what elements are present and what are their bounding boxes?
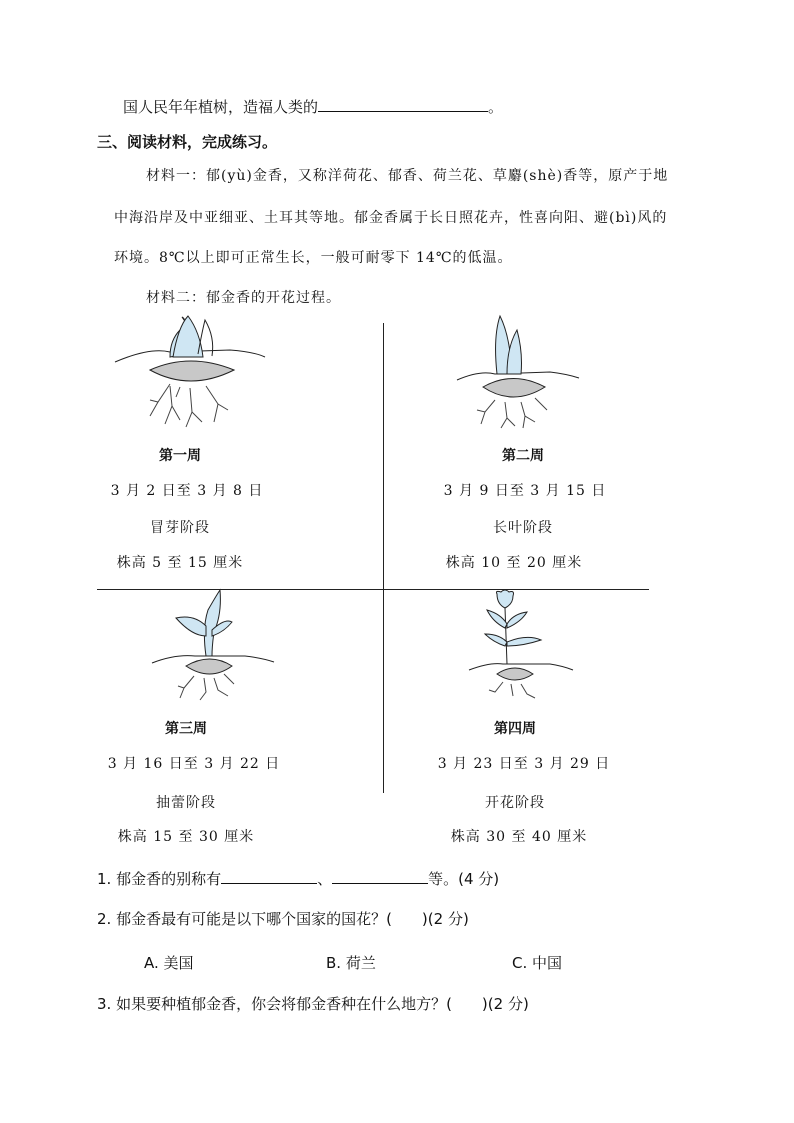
stage3-bud-illustration <box>150 588 280 703</box>
q1-separator: 、 <box>317 870 333 888</box>
material1-line2: 中海沿岸及中亚细亚、土耳其等地。郁金香属于长日照花卉，性喜向阳、避(bì)风的 <box>114 210 668 226</box>
stage1-week: 第一周 <box>159 448 201 464</box>
stage3-phase: 抽蕾阶段 <box>156 795 216 811</box>
question-3: 3. 如果要种植郁金香，你会将郁金香种在什么地方？( )(2 分) <box>97 995 529 1013</box>
stage4-phase: 开花阶段 <box>485 795 545 811</box>
stage1-phase: 冒芽阶段 <box>150 520 210 536</box>
material1-line1: 材料一：郁(yù)金香，又称洋荷花、郁香、荷兰花、草麝(shè)香等，原产于地 <box>146 168 669 184</box>
grid-divider-vertical <box>383 323 384 793</box>
question-1-text: 1. 郁金香的别称有 <box>97 870 222 888</box>
q1-end: 等。(4 分) <box>428 870 500 888</box>
stage2-height: 株高 10 至 20 厘米 <box>445 555 583 571</box>
q2-option-c[interactable]: C. 中国 <box>512 954 563 972</box>
stage4-height: 株高 30 至 40 厘米 <box>450 829 588 845</box>
answer-blank[interactable] <box>318 97 488 112</box>
question-2: 2. 郁金香最有可能是以下哪个国家的国花？( )(2 分) <box>97 910 469 928</box>
stage4-flower-illustration <box>455 588 585 703</box>
stage2-dates: 3 月 9 日至 3 月 15 日 <box>443 483 607 499</box>
material1-line3: 环境。8℃以上即可正常生长，一般可耐零下 14℃的低温。 <box>114 250 513 266</box>
top-line-text: 国人民年年植树，造福人类的 <box>123 98 319 116</box>
question-1 <box>97 868 499 889</box>
material2-title: 材料二：郁金香的开花过程。 <box>146 290 341 306</box>
q1-answer-blank-2[interactable] <box>332 869 428 884</box>
stage1-sprout-illustration <box>110 312 270 430</box>
stage1-height: 株高 5 至 15 厘米 <box>116 555 244 571</box>
q2-option-b[interactable]: B. 荷兰 <box>326 954 376 972</box>
stage3-dates: 3 月 16 日至 3 月 22 日 <box>107 756 281 772</box>
stage2-phase: 长叶阶段 <box>493 520 553 536</box>
q2-option-a[interactable]: A. 美国 <box>144 954 194 972</box>
top-line-end: 。 <box>488 98 504 116</box>
stage4-week: 第四周 <box>494 721 536 737</box>
stage4-dates: 3 月 23 日至 3 月 29 日 <box>437 756 611 772</box>
stage1-dates: 3 月 2 日至 3 月 8 日 <box>110 483 264 499</box>
stage3-height: 株高 15 至 30 厘米 <box>117 829 255 845</box>
q1-answer-blank-1[interactable] <box>221 869 317 884</box>
stage3-week: 第三周 <box>165 721 207 737</box>
stage2-week: 第二周 <box>502 448 544 464</box>
section-title: 三、阅读材料，完成练习。 <box>97 133 278 151</box>
stage2-leaves-illustration <box>455 312 585 430</box>
fill-in-line <box>123 96 503 117</box>
